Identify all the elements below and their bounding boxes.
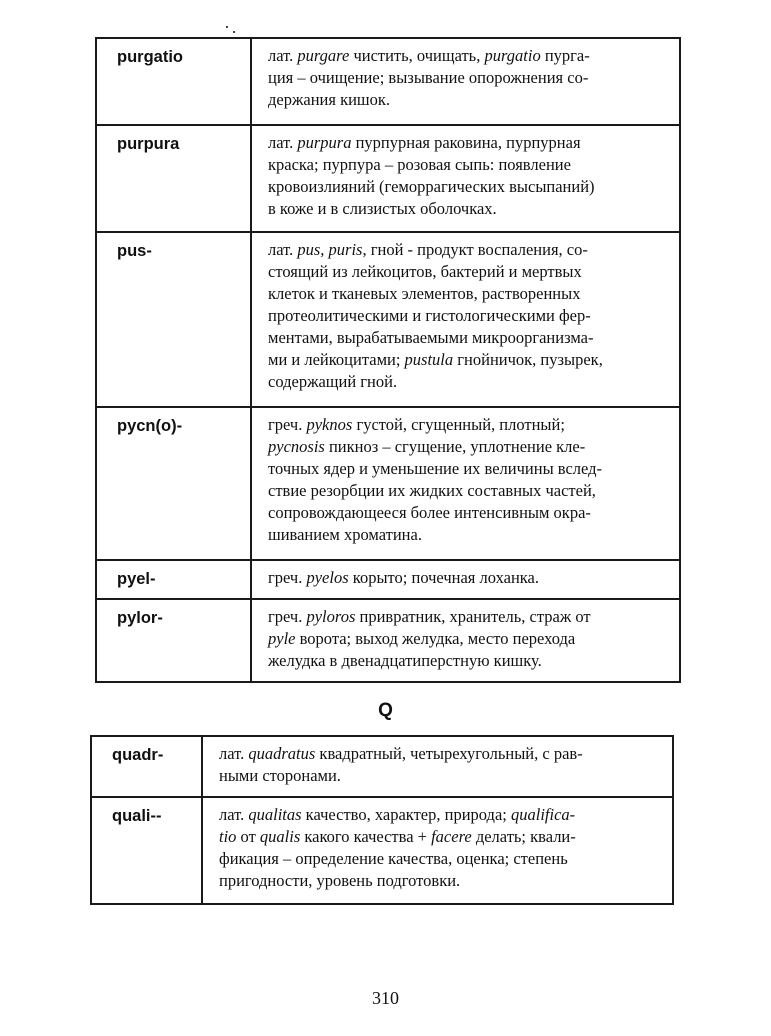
- definition-text-run: корыто; почечная лоханка.: [348, 568, 539, 587]
- definition-text-run: пикноз – сгущение, уплотнение кле-: [324, 437, 586, 456]
- entry-definition: [251, 232, 680, 407]
- definition-italic-run: pyloros: [306, 607, 356, 626]
- entry-definition: [202, 736, 673, 797]
- entry-term: pyel-: [96, 560, 251, 599]
- entry-row-pyel: [96, 560, 680, 599]
- definition-text-run: лат.: [219, 744, 249, 763]
- definition-text-run: лат.: [268, 46, 298, 65]
- page-number: 310: [372, 988, 399, 1008]
- definition-text-run: лат.: [219, 805, 249, 824]
- entry-term: purpura: [96, 125, 251, 232]
- definition-italic-run: pyle: [268, 629, 296, 648]
- entry-definition: [251, 125, 680, 232]
- entry-definition: [251, 599, 680, 682]
- definition-italic-run: purgare: [297, 46, 350, 65]
- definition-text-run: сопровождающееся более интенсивным окра-: [268, 503, 591, 522]
- definition-text-run: какого качества +: [300, 827, 432, 846]
- entry-row-quali: [91, 797, 673, 904]
- definition-text-run: качество, характер, природа;: [301, 805, 511, 824]
- entry-term: pus-: [96, 232, 251, 407]
- scan-speck: [226, 26, 228, 28]
- definition-text-run: желудка в двенадцатиперстную кишку.: [268, 651, 542, 670]
- definition-italic-run: qualitas: [248, 805, 302, 824]
- definition-text-run: привратник, хранитель, страж от: [355, 607, 591, 626]
- definition-text-run: от: [236, 827, 260, 846]
- definition-text-run: пригодности, уровень подготовки.: [219, 871, 461, 890]
- entry-definition: [251, 560, 680, 599]
- definition-text-run: лат.: [268, 133, 298, 152]
- definition-italic-run: pycnosis: [268, 437, 325, 456]
- definition-text-run: чистить, очищать,: [349, 46, 485, 65]
- entry-term: quali--: [91, 797, 202, 904]
- entry-definition: [251, 407, 680, 560]
- definition-text-run: содержащий гной.: [268, 372, 398, 391]
- definition-text-run: ция – очищение; вызывание опорожнения со-: [268, 68, 589, 87]
- definition-italic-run: purpura: [297, 133, 352, 152]
- definition-text-run: греч.: [268, 568, 307, 587]
- definition-text-run: фикация – определение качества, оценка; степень: [219, 849, 568, 868]
- definition-text-run: ворота; выход желудка, место перехода: [295, 629, 576, 648]
- definition-italic-run: qualifica-: [510, 805, 576, 824]
- definition-text-run: держания кишок.: [268, 90, 391, 109]
- entry-row-pus: [96, 232, 680, 407]
- scan-speck: [233, 31, 235, 33]
- definition-text-run: квадратный, четырехугольный, с рав-: [315, 744, 583, 763]
- entry-row-purgatio: [96, 38, 680, 125]
- definition-text-run: пурпурная раковина, пурпурная: [351, 133, 581, 152]
- definition-text-run: делать; квали-: [471, 827, 576, 846]
- definition-text-run: точных ядер и уменьшение их величины вслед-: [268, 459, 603, 478]
- entry-row-quadr: [91, 736, 673, 797]
- definition-text-run: шиванием хроматина.: [268, 525, 422, 544]
- definition-italic-run: pus, puris: [297, 240, 363, 259]
- dictionary-table-q: [90, 735, 674, 905]
- definition-text-run: лат.: [268, 240, 298, 259]
- definition-text-run: ментами, вырабатываемыми микроорганизма-: [268, 328, 594, 347]
- definition-italic-run: pyknos: [306, 415, 353, 434]
- definition-italic-run: facere: [431, 827, 472, 846]
- definition-text-run: греч.: [268, 607, 307, 626]
- entry-term: pycn(o)-: [96, 407, 251, 560]
- definition-italic-run: quadratus: [248, 744, 316, 763]
- entry-row-pylor: [96, 599, 680, 682]
- entry-term: quadr-: [91, 736, 202, 797]
- definition-italic-run: pyelos: [306, 568, 349, 587]
- definition-italic-run: tio: [219, 827, 237, 846]
- definition-italic-run: pustula: [404, 350, 454, 369]
- definition-italic-run: qualis: [259, 827, 301, 846]
- entry-definition: [251, 38, 680, 125]
- entry-term: pylor-: [96, 599, 251, 682]
- definition-text-run: ными сторонами.: [219, 766, 341, 785]
- definition-italic-run: purgatio: [484, 46, 541, 65]
- definition-text-run: греч.: [268, 415, 307, 434]
- definition-text-run: стоящий из лейкоцитов, бактерий и мертвых: [268, 262, 582, 281]
- definition-text-run: краска; пурпура – розовая сыпь: появление: [268, 155, 571, 174]
- entry-term: purgatio: [96, 38, 251, 125]
- definition-text-run: пурга-: [540, 46, 590, 65]
- entry-row-purpura: [96, 125, 680, 232]
- definition-text-run: гнойничок, пузырек,: [453, 350, 603, 369]
- definition-text-run: кровоизлияний (геморрагических высыпаний): [268, 177, 595, 196]
- definition-text-run: протеолитическими и гистологическими фер-: [268, 306, 591, 325]
- dictionary-table-p: [95, 37, 681, 683]
- definition-text-run: клеток и тканевых элементов, растворенных: [268, 284, 581, 303]
- definition-text-run: , гной - продукт воспаления, со-: [362, 240, 588, 259]
- section-letter-heading: Q: [378, 700, 393, 721]
- definition-text-run: ми и лейкоцитами;: [268, 350, 405, 369]
- definition-text-run: густой, сгущенный, плотный;: [352, 415, 565, 434]
- definition-text-run: ствие резорбции их жидких составных частей,: [268, 481, 596, 500]
- entry-row-pycn: [96, 407, 680, 560]
- definition-text-run: в коже и в слизистых оболочках.: [268, 199, 497, 218]
- entry-definition: [202, 797, 673, 904]
